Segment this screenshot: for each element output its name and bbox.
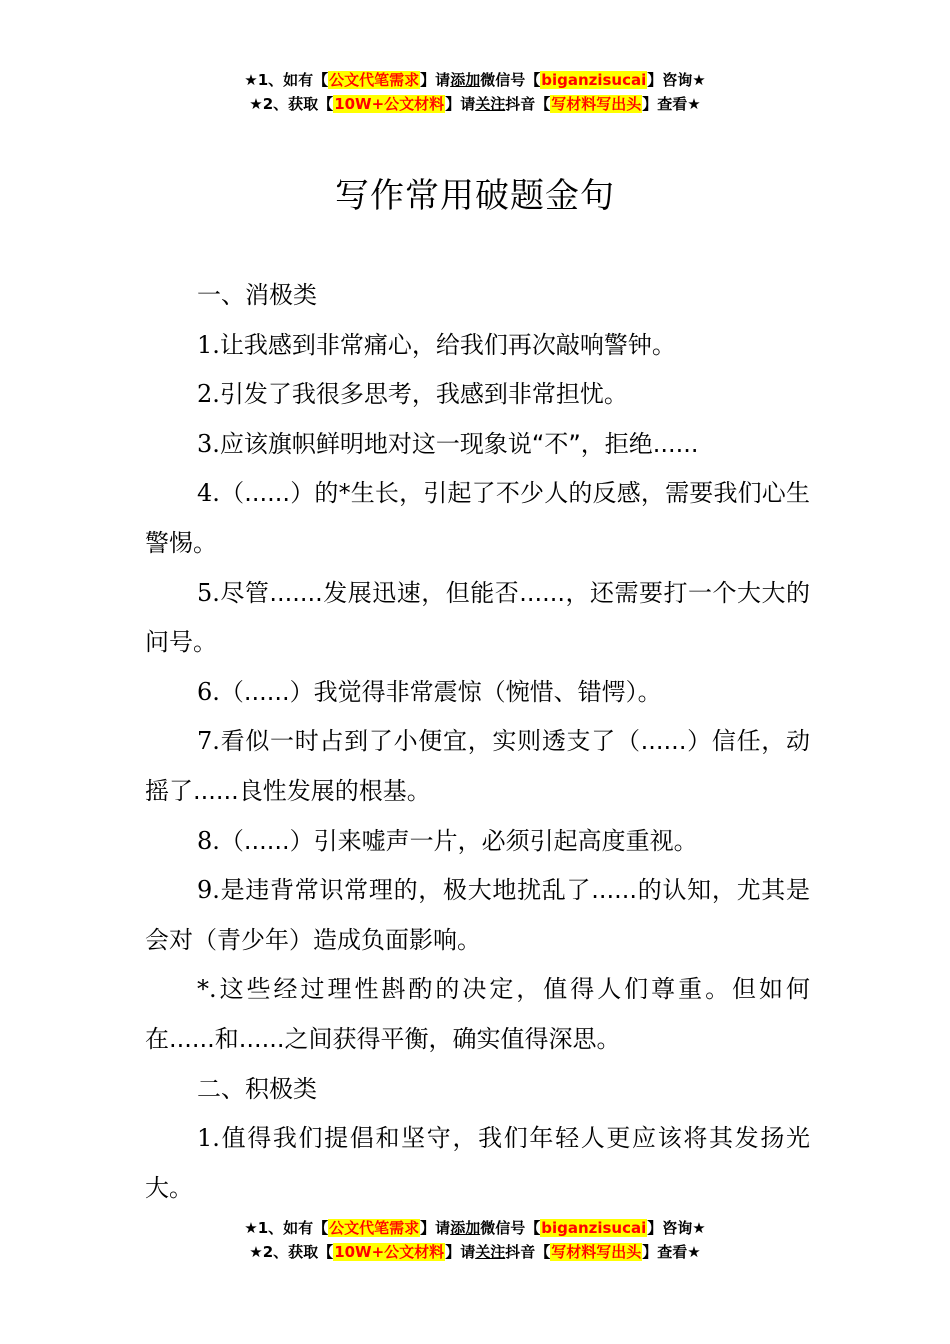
item-text: 是违背常识常理的，极大地扰乱了......的认知，尤其是会对（青少年）造成负面影响。 (145, 876, 810, 954)
list-item (145, 569, 810, 668)
item-text: 尽管.......发展迅速，但能否......，还需要打一个大大的问号。 (145, 578, 810, 657)
list-item (145, 717, 810, 816)
item-number: 1. (197, 330, 220, 359)
banner-text: ★2、获取【 (249, 95, 334, 113)
banner-text: 抖音【 (505, 1243, 551, 1261)
list-item (145, 817, 810, 867)
banner-wechat-id: biganzisucai (541, 71, 647, 89)
document-title: 写作常用破题金句 (335, 176, 615, 216)
banner-line-1 (0, 68, 950, 92)
banner-text: ★1、如有【 (244, 71, 329, 89)
section-heading: 一、消极类 (197, 281, 317, 309)
item-number: 8. (197, 826, 220, 855)
banner-underline: 添加 (450, 1219, 481, 1237)
section-heading: 二、积极类 (197, 1074, 317, 1103)
banner-text: ★1、如有【 (244, 1219, 329, 1237)
list-item (145, 420, 810, 470)
item-number: 6. (197, 677, 220, 706)
banner-text: 抖音【 (505, 95, 551, 113)
item-number: 3. (197, 429, 220, 458)
banner-text: 】请 (445, 1243, 476, 1261)
banner-text: 】请 (445, 95, 476, 113)
list-item (145, 965, 810, 1064)
header-banner (0, 68, 950, 116)
item-number: 4. (197, 479, 220, 508)
item-text: （......）我觉得非常震惊（惋惜、错愕）。 (219, 677, 662, 706)
banner-highlight: 公文代笔需求 (329, 71, 420, 89)
banner-text: ★2、获取【 (249, 1243, 334, 1261)
list-item (145, 668, 810, 718)
banner-text: 微信号【 (480, 1219, 541, 1237)
item-number: 5. (197, 578, 220, 607)
banner-underline: 添加 (450, 71, 481, 89)
item-number: *. (197, 975, 217, 1004)
banner-text: 】请 (420, 71, 451, 89)
item-text: 看似一时占到了小便宜，实则透支了（......）信任，动摇了......良性发展的根基。 (145, 727, 810, 805)
item-number: 9. (197, 876, 220, 905)
banner-douyin-id: 写材料写出头 (551, 1243, 642, 1261)
item-text: 应该旗帜鲜明地对这一现象说“不”，拒绝...... (219, 429, 699, 458)
footer-banner (0, 1216, 950, 1264)
banner-highlight: 公文代笔需求 (329, 1219, 420, 1237)
item-text: 引发了我很多思考，我感到非常担忧。 (219, 380, 628, 409)
list-item (145, 866, 810, 965)
list-item (145, 321, 810, 371)
banner-text: 】请 (420, 1219, 451, 1237)
item-number: 2. (197, 380, 220, 409)
item-text: （......）的*生长，引起了不少人的反感，需要我们心生警惕。 (145, 479, 810, 557)
banner-highlight: 10W+公文材料 (334, 95, 445, 113)
banner-text: 】查看★ (642, 1243, 701, 1261)
banner-highlight: 10W+公文材料 (334, 1243, 445, 1261)
item-number: 7. (197, 727, 220, 756)
banner-text: 微信号【 (480, 71, 541, 89)
item-text: （......）引来嘘声一片，必须引起高度重视。 (219, 826, 698, 855)
banner-underline: 关注 (475, 95, 506, 113)
item-number: 1. (197, 1124, 220, 1153)
document-body (145, 271, 810, 1213)
item-text: 这些经过理性斟酌的决定，值得人们尊重。但如何在......和......之间获得平衡，确实值得深思。 (145, 975, 810, 1053)
list-item (145, 1114, 810, 1213)
item-text: 让我感到非常痛心，给我们再次敲响警钟。 (219, 330, 676, 359)
banner-douyin-id: 写材料写出头 (551, 95, 642, 113)
banner-line-2 (0, 1240, 950, 1264)
banner-line-2 (0, 92, 950, 116)
banner-text: 】查看★ (642, 95, 701, 113)
list-item (145, 370, 810, 420)
banner-line-1 (0, 1216, 950, 1240)
banner-text: 】咨询★ (647, 1219, 706, 1237)
banner-wechat-id: biganzisucai (541, 1219, 647, 1237)
banner-underline: 关注 (475, 1243, 506, 1261)
item-text: 值得我们提倡和坚守，我们年轻人更应该将其发扬光大。 (145, 1124, 810, 1202)
banner-text: 】咨询★ (647, 71, 706, 89)
list-item (145, 469, 810, 568)
